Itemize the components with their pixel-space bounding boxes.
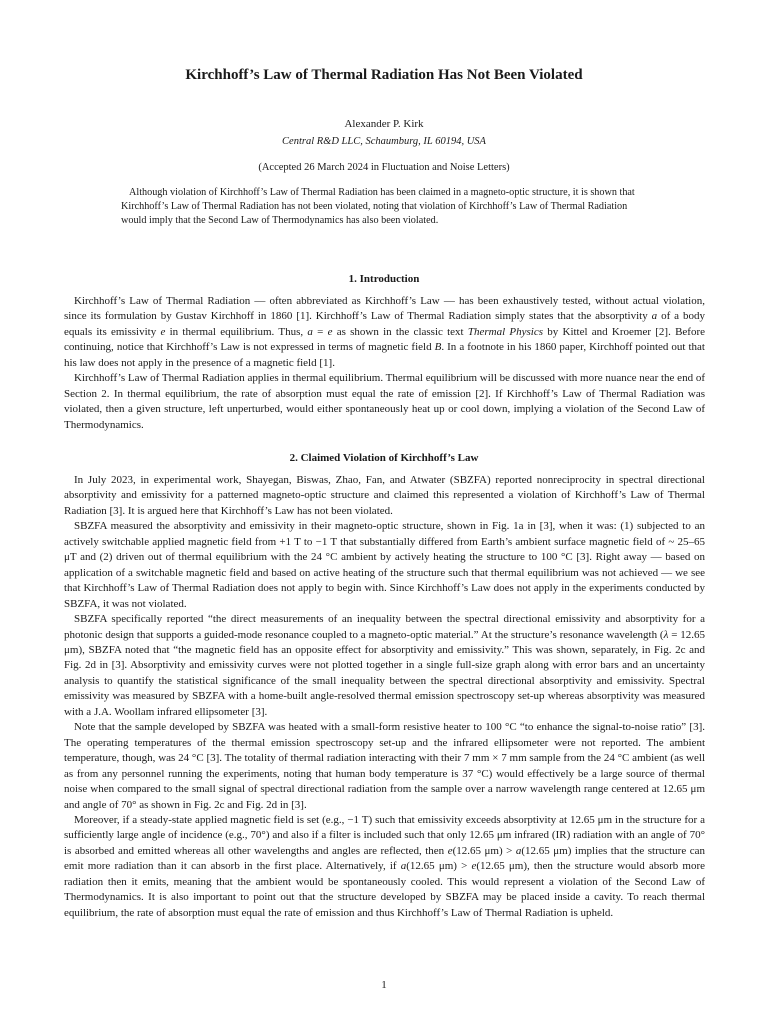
section-heading-introduction: 1. Introduction [348, 273, 420, 285]
italic-term: e [327, 325, 333, 338]
paragraph: In July 2023, in experimental work, Shayegan, Biswas, Zhao, Fan, and Atwater (SBZFA) reported nonreciprocity in spectral directional absorptivity and emissivity for a patterned magneto-optic structure and claimed this represented a violation of Kirchhoff’s Law of Thermal Radiation [3]. It is argued here that Kirchhoff’s Law has not been violated. [64, 474, 705, 517]
italic-term: a [651, 310, 658, 323]
italic-term: a [307, 325, 313, 338]
italic-term: e [447, 844, 453, 857]
italic-term: a [400, 860, 407, 873]
paragraph: Moreover, if a steady-state applied magnetic field is set (e.g., −1 T) such that emissivity exceeds absorptivity at 12.65 μm in the structure for a sufficiently large angle of incidence (e.g., 70°) and also if a filter is included such that only 12.65 μm infrared (IR) radiation with an angle of 70° is absorbed and emitted whereas all other wavelengths and angles are reflected, then e(12.65 μm) > a(12.65 μm) implies that the structure can emit more radiation than it can absorb in the first place. Alternatively, if a(12.65 μm) > e(12.65 μm), then the structure would absorb more radiation then it emits, meaning that the ambient would be spontaneously cooled. This would represent a violation of the Second Law of Thermodynamics. It is also important to point out that the structure developed by SBZFA may be placed inside a cavity. To reach thermal equilibrium, the rate of absorption must equal the rate of emission and thus Kirchhoff’s Law of Thermal Radiation is upheld. [64, 813, 706, 919]
italic-term: a [515, 844, 522, 857]
paragraph: SBZFA measured the absorptivity and emissivity in their magneto-optic structure, shown in Fig. 1a in [3], when it was: (1) subjected to an actively switchable applied magnetic field from +1 T to −1 T that substantially differed from Earth’s ambient surface magnetic field of ~ 25–65 μT and (2) driven out of thermal equilibrium with the 24 °C ambient by actively heating the structure to 100 °C [3]. Right away — based on application of a switchable magnetic field and based on active heating of the structure such that thermal equilibrium was not achieved — we see that Kirchhoff’s Law of Thermal Radiation does not apply to begin with. Since Kirchhoff’s Law does not apply in the experiments conducted by SBZFA, it was not violated. [64, 520, 705, 610]
paragraph: SBZFA specifically reported “the direct measurements of an inequality between the spectral directional emissivity and absorptivity for a photonic design that supports a guided-mode resonance coupled to a magneto-optic material.” At the structure’s resonance wavelength (λ = 12.65 μm), SBZFA noted that “the magnetic field has an opposite effect for absorptivity and emissivity.” This was shown, separately, in Fig. 2c and Fig. 2d in [3]. Absorptivity and emissivity curves were not plotted together in a single full-size graph along with error bars and an uncertainty analysis to quantify the statistical significance of the small inequality between the spectral directional absorptivity and emissivity. Spectral emissivity was measured by SBZFA with a home-built angle-resolved thermal emission spectroscopy set-up whereas absorptivity was measured with a J.A. Woollam infrared ellipsometer [3]. [64, 613, 705, 718]
paragraph: Kirchhoff’s Law of Thermal Radiation applies in thermal equilibrium. Thermal equilibrium will be discussed with more nuance near the end of Section 2. In thermal equilibrium, the rate of absorption must equal the rate of emission [2]. If Kirchhoff’s Law of Thermal Radiation was violated, then a given structure, left unperturbed, would either spontaneously heat up or cool down, implying a violation of the Second Law of Thermodynamics. [64, 372, 705, 431]
paper-title: Kirchhoff’s Law of Thermal Radiation Has Not Been Violated [185, 67, 583, 83]
section-body-introduction [64, 294, 705, 433]
author-name: Alexander P. Kirk [344, 118, 424, 130]
acceptance-note: (Accepted 26 March 2024 in Fluctuation and Noise Letters) [258, 162, 510, 173]
italic-term: λ [663, 628, 669, 641]
page-number: 1 [381, 979, 387, 991]
section-heading-claimed-violation: 2. Claimed Violation of Kirchhoff’s Law [289, 452, 479, 464]
italic-term: e [160, 325, 166, 338]
abstract: Although violation of Kirchhoff’s Law of Thermal Radiation has been claimed in a magneto-optic structure, it is shown that Kirchhoff’s Law of Thermal Radiation has not been violated, noting that violation of Kirchhoff’s Law of Thermal Radiation would imply that the Second Law of Thermodynamics has also been violated. [121, 187, 635, 226]
paragraph: Note that the sample developed by SBZFA was heated with a small-form resistive heater to 100 °C “to enhance the signal-to-noise ratio” [3]. The operating temperatures of the thermal emission spectroscopy set-up and the infrared ellipsometer were not reported. The ambient temperature, though, was 24 °C [3]. The totality of thermal radiation interacting with their 7 mm × 7 mm sample from the 24 °C ambient (as well as from any personnel running the experiments, noting that human body temperature is 37 °C) would effectively be a large source of thermal noise when compared to the small signal of spectral directional radiation from the sample over a narrow wavelength range centered at 12.65 μm and angle of 70° as shown in Fig. 2c and Fig. 2d in [3]. [64, 721, 705, 811]
author-affiliation: Central R&D LLC, Schaumburg, IL 60194, USA [282, 136, 486, 147]
italic-term: e [471, 860, 477, 873]
paragraph: Kirchhoff’s Law of Thermal Radiation — often abbreviated as Kirchhoff’s Law — has been exhaustively tested, without actual violation, since its formulation by Gustav Kirchhoff in 1860 [1]. Kirchhoff’s Law of Thermal Radiation simply states that the absorptivity a of a body equals its emissivity e in thermal equilibrium. Thus, a = e as shown in the classic text Thermal Physics by Kittel and Kroemer [2]. Before continuing, notice that Kirchhoff’s Law is not expressed in terms of magnetic field B. In a footnote in his 1860 paper, Kirchhoff pointed out that his law does not apply in the presence of a magnetic field [1]. [64, 295, 706, 369]
section-body-claimed-violation [64, 473, 705, 921]
italic-term: B [434, 341, 442, 354]
italic-term: Thermal Physics [467, 325, 544, 338]
